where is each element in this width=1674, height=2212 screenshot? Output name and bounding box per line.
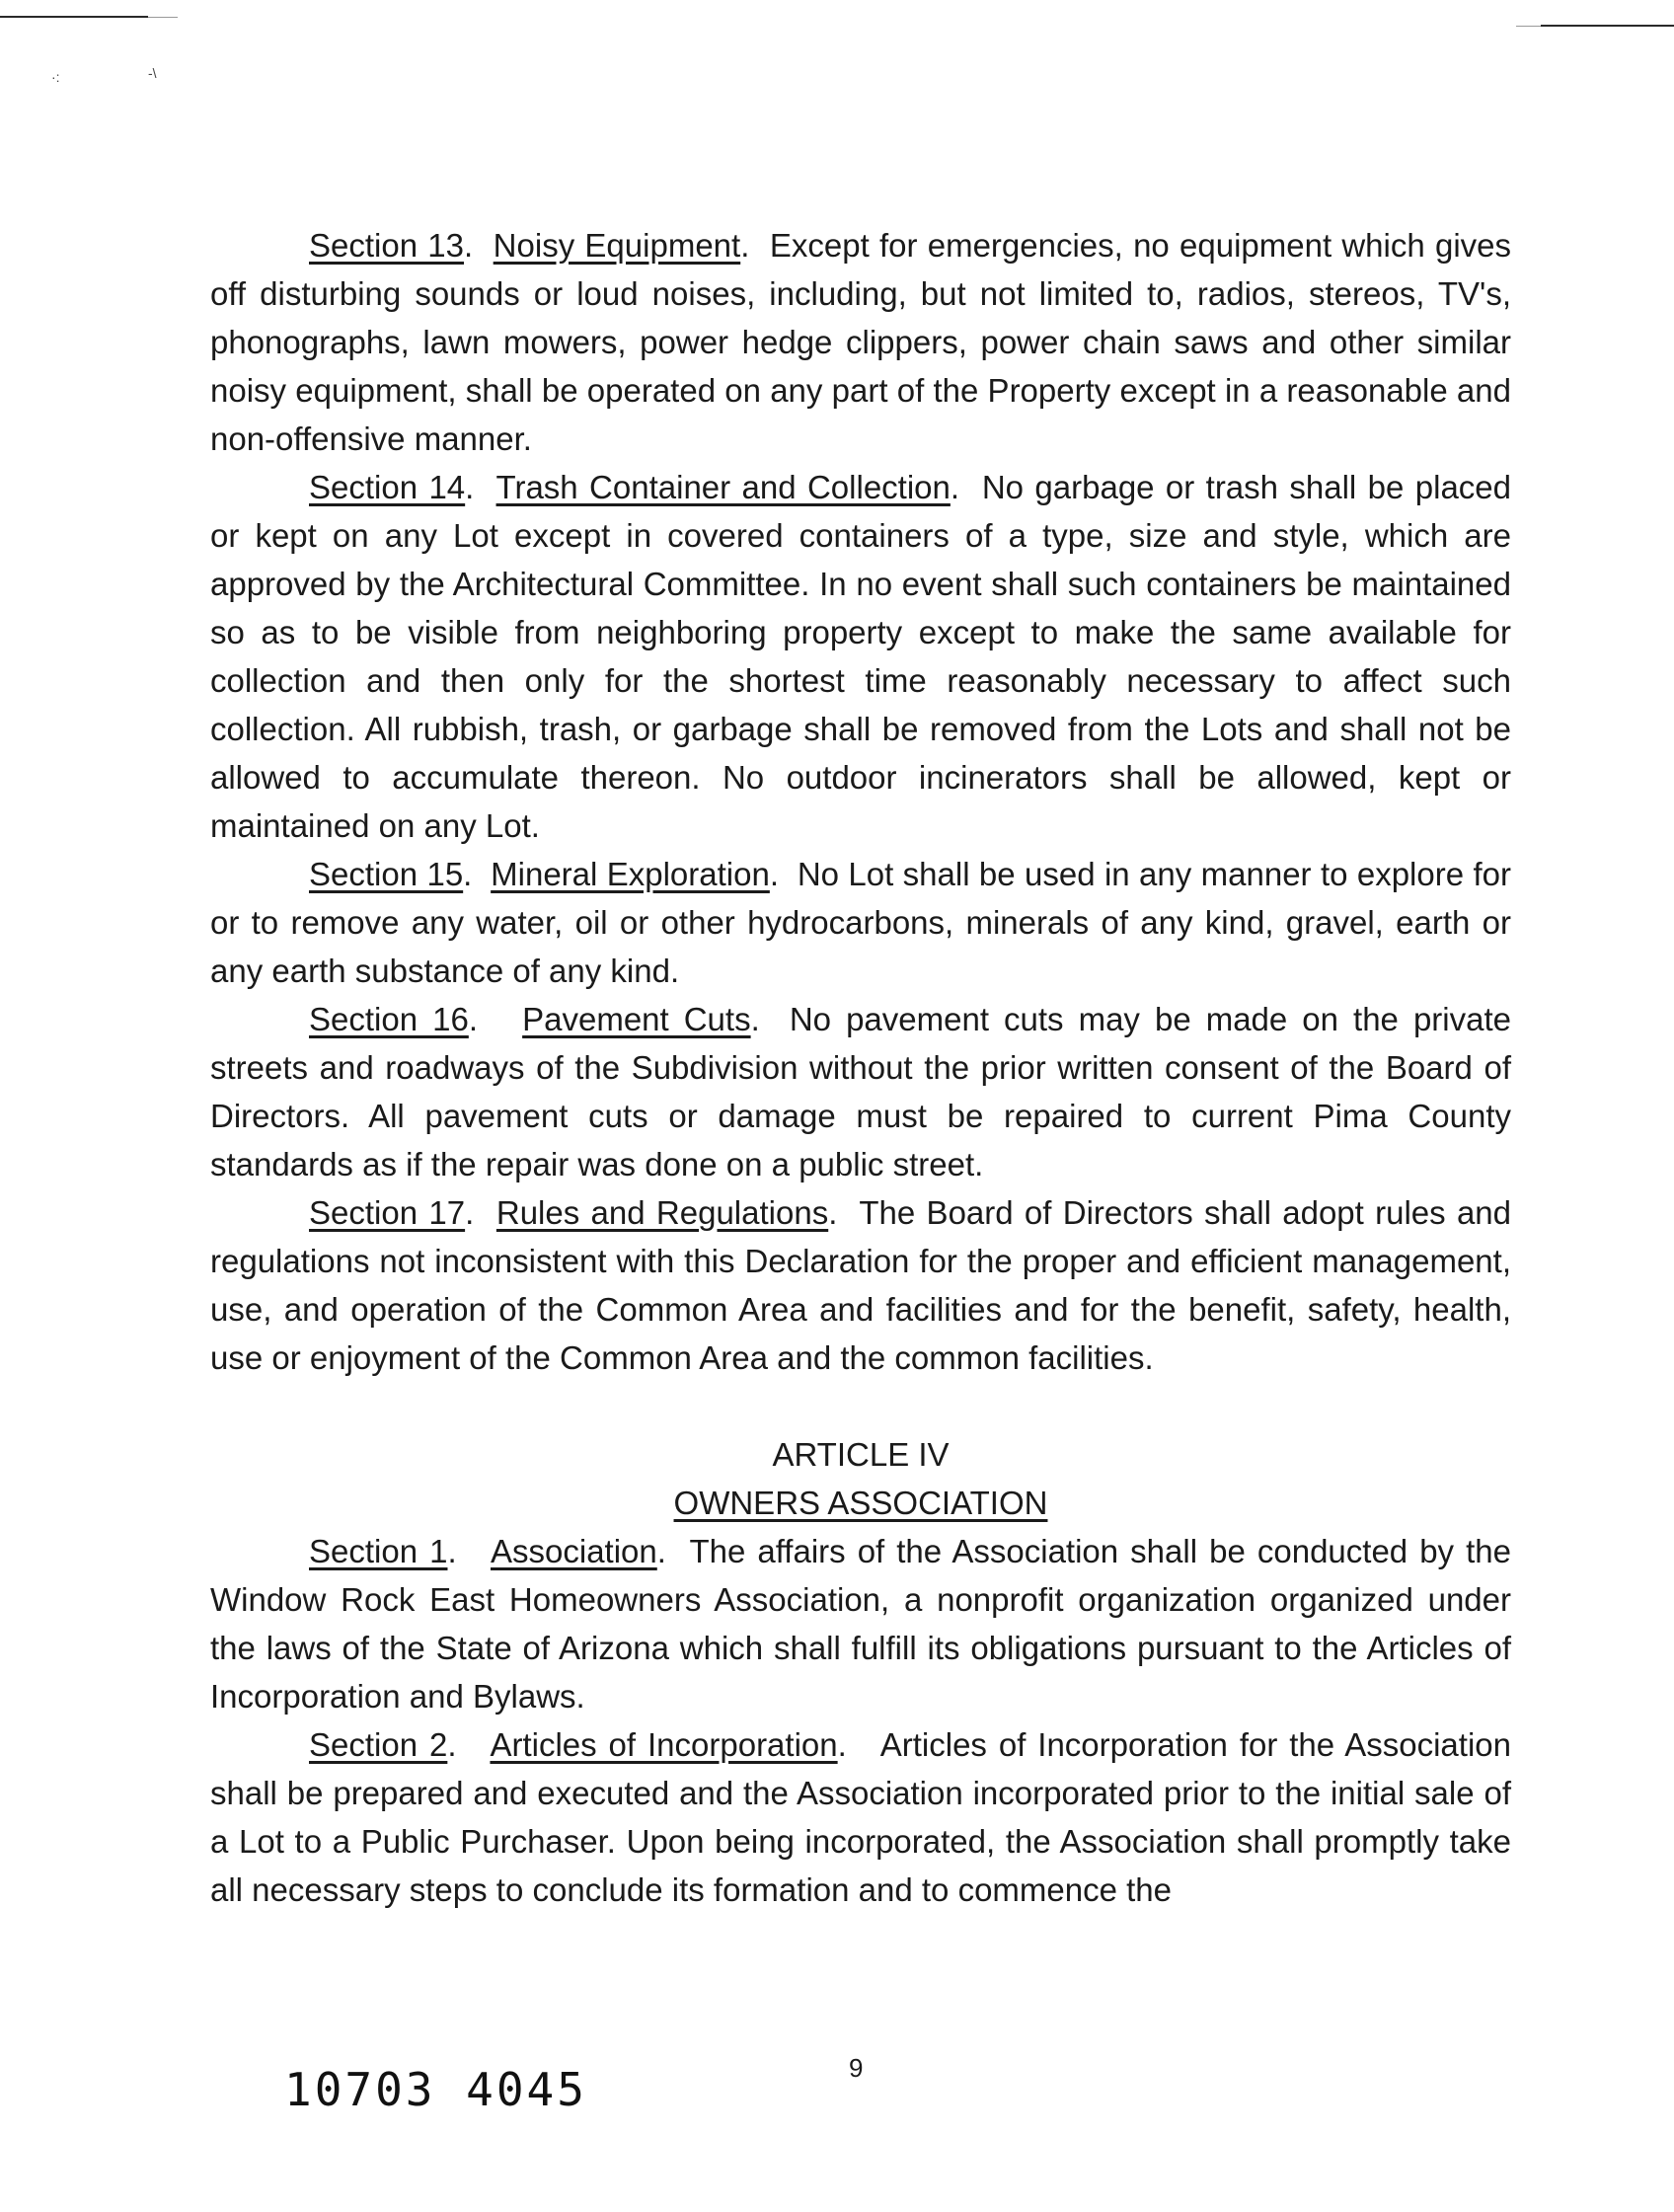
section-title: Rules and Regulations [495,1194,829,1231]
section-text: No pavement cuts may be made on the private streets and roadways of the Subdivision without the prior written consent of the Board of Directors. All pavement cuts or damage must be repaired to current Pima County standards as if the repair was done on a public street. [210,1001,1511,1182]
section-text: Except for emergencies, no equipment which gives off disturbing sounds or loud noises, including, but not limited to, radios, stereos, TV's, phonographs, lawn mowers, power hedge clippers, power chain saws and other similar noisy equipment, shall be operated on any part of the Property except in a reasonable and non-offensive manner. [210,227,1511,457]
section-title: Trash Container and Collection [495,469,951,505]
section-text: Articles of Incorporation for the Association shall be prepared and executed and the Association incorporated prior to the initial sale of a Lot to a Public Purchaser. Upon being incorporated, the Association shall promptly take all necessary steps to conclude its formation and to commence the [210,1726,1511,1908]
section-16: Section 16. Pavement Cuts. No pavement cuts may be made on the private streets and roadways of the Subdivision without the prior written consent of the Board of Directors. All pavement cuts or damage must be repaired to current Pima County standards as if the repair was done on a public street. [210,1001,1511,1182]
section-title: Pavement Cuts [522,1001,751,1037]
section-label: Section 13 [309,227,465,264]
article4-section-1: Section 1. Association. The affairs of the Association shall be conducted by the Window Rock East Homeowners Association, a nonprofit organization organized under the laws of the State of Arizona which shall fulfill its obligations pursuant to the Articles of Incorporation and Bylaws. [210,1533,1511,1715]
scan-speck: -\ [148,65,157,81]
section-title: Mineral Exploration [491,856,770,892]
section-text: The Board of Directors shall adopt rules and regulations not inconsistent with this Declaration for the proper and efficient management, use, and operation of the Common Area and facilities and for the benefit, safety, health, use or enjoyment of the Common Area and the common facilities. [210,1194,1512,1376]
article-title-wrap [210,1479,1511,1527]
section-text: The affairs of the Association shall be conducted by the Window Rock East Homeowners Association, a nonprofit organization organized under the laws of the State of Arizona which shall fulfill its obligations pursuant to the Articles of Incorporation and Bylaws. [210,1533,1511,1715]
article-number: ARTICLE IV [772,1436,950,1473]
section-13: Section 13. Noisy Equipment. Except for emergencies, no equipment which gives off disturbing sounds or loud noises, including, but not limited to, radios, stereos, TV's, phonographs, lawn mowers, power hedge clippers, power chain saws and other similar noisy equipment, shall be operated on any part of the Property except in a reasonable and non-offensive manner. [210,227,1511,457]
section-title: Association [491,1533,657,1569]
section-label: Section 15 [309,856,464,892]
section-text: No Lot shall be used in any manner to explore for or to remove any water, oil or other hydrocarbons, minerals of any kind, gravel, earth or any earth substance of any kind. [210,856,1511,989]
page-number: 9 [849,2053,864,2083]
section-title: Articles of Incorporation [490,1726,838,1763]
section-15: Section 15. Mineral Exploration. No Lot shall be used in any manner to explore for or to remove any water, oil or other hydrocarbons, minerals of any kind, gravel, earth or any earth substance of any kind. [210,856,1511,989]
section-text: No garbage or trash shall be placed or kept on any Lot except in covered containers of a type, size and style, which are approved by the Architectural Committee. In no event shall such containers be maintained so as to be visible from neighboring property except to make the same available for collection and then only for the shortest time reasonably necessary to affect such collection. All rubbish, trash, or garbage shall be removed from the Lots and shall not be allowed to accumulate thereon. No outdoor incinerators shall be allowed, kept or maintained on any Lot. [210,469,1511,844]
section-title: Noisy Equipment [493,227,741,264]
section-17: Section 17. Rules and Regulations. The Board of Directors shall adopt rules and regulations not inconsistent with this Declaration for the proper and efficient management, use, and operation of the Common Area and facilities and for the benefit, safety, health, use or enjoyment of the Common Area and the common facilities. [210,1194,1512,1376]
section-label: Section 17 [309,1194,466,1231]
recording-number: 10703 4045 [284,2063,587,2116]
section-label: Section 1 [309,1533,448,1569]
section-label: Section 2 [309,1726,448,1763]
spacer [210,1382,1511,1430]
scan-artifact-line [1541,25,1674,27]
article4-section-2: Section 2. Articles of Incorporation. Articles of Incorporation for the Association shall be prepared and executed and the Association incorporated prior to the initial sale of a Lot to a Public Purchaser. Upon being incorporated, the Association shall promptly take all necessary steps to conclude its formation and to commence the [210,1726,1511,1908]
section-label: Section 16 [309,1001,469,1037]
section-label: Section 14 [309,469,466,505]
scan-artifact-line [1516,26,1541,27]
scan-artifact-line [0,16,148,18]
scan-artifact-line [148,17,178,18]
document-body [210,221,1511,1914]
section-14: Section 14. Trash Container and Collection. No garbage or trash shall be placed or kept on any Lot except in covered containers of a type, size and style, which are approved by the Architectural Committee. In no event shall such containers be maintained so as to be visible from neighboring property except to make the same available for collection and then only for the shortest time reasonably necessary to affect such collection. All rubbish, trash, or garbage shall be removed from the Lots and shall not be allowed to accumulate thereon. No outdoor incinerators shall be allowed, kept or maintained on any Lot. [210,469,1511,844]
scan-speck: ·: [51,69,60,85]
article-title: OWNERS ASSOCIATION [673,1485,1048,1521]
